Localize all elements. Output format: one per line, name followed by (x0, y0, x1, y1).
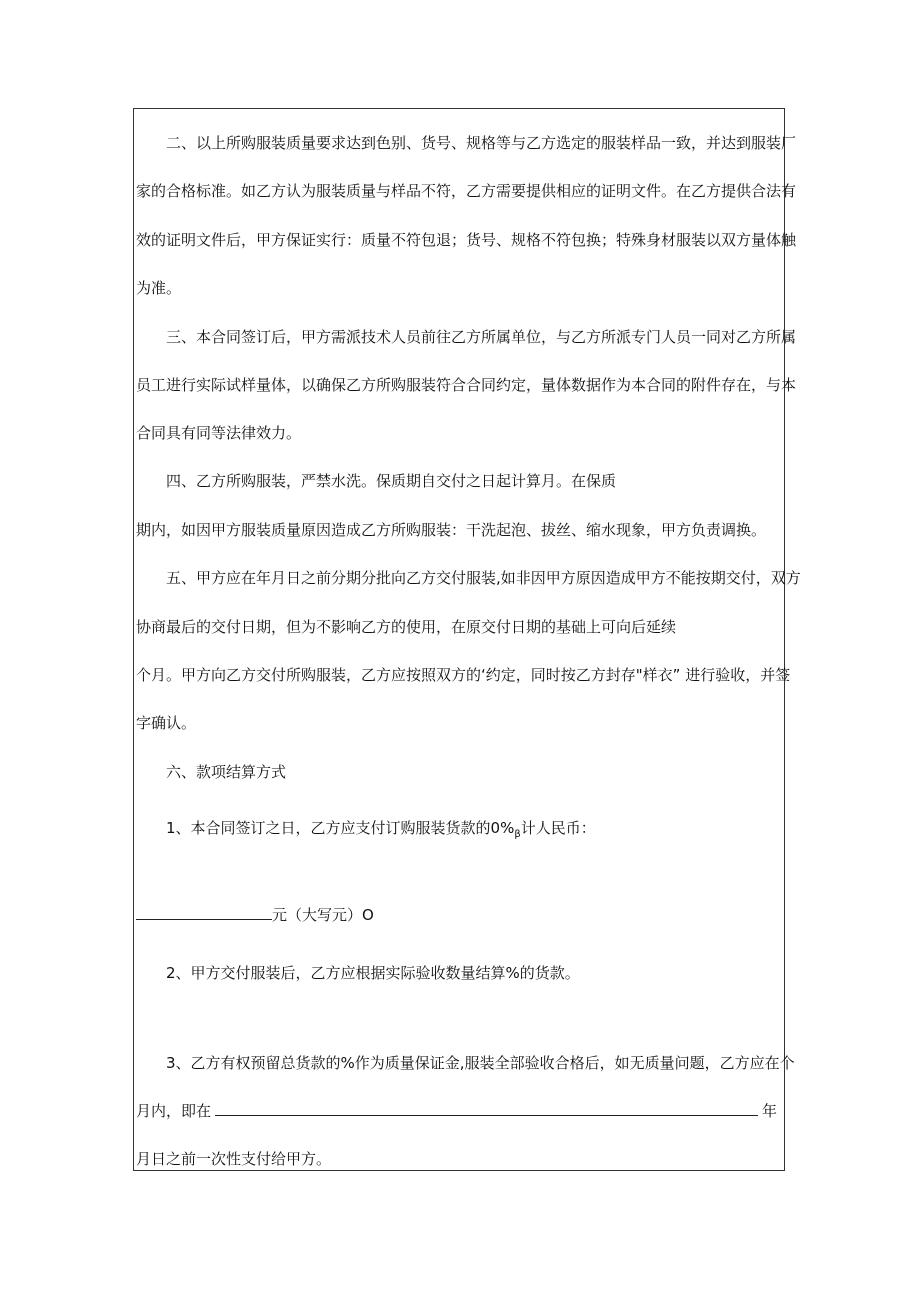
payment-item-1-prefix: 1、本合同签订之日，乙方应支付订购服装货款的0% (166, 819, 515, 837)
document-frame (133, 108, 801, 1171)
payment-item-3-line2-prefix: 月内，即在 (136, 1102, 212, 1120)
section2-line3: 效的证明文件后，甲方保证实行：质量不符包退；货号、规格不符包换；特殊身材服装以双方量体触 (136, 231, 797, 249)
section6-heading: 六、款项结算方式 (166, 763, 287, 781)
section2-line4: 为准。 (136, 279, 182, 297)
section5-line1: 五、甲方应在年月日之前分期分批向乙方交付服装,如非因甲方原因造成甲方不能按期交付，双方 (166, 569, 801, 587)
payment-item-1-suffix: 计人民币： (520, 819, 596, 837)
section4-line1: 四、乙方所购服装，严禁水洗。保质期自交付之日起计算月。在保质 (166, 472, 617, 490)
payment-item-1 (166, 818, 596, 845)
section3-line1: 三、本合同签订后，甲方需派技术人员前往乙方所属单位，与乙方所派专门人员一同对乙方所属 (166, 328, 797, 346)
section4-line2: 期内，如因甲方服装质量原因造成乙方所购服装：干洗起泡、拔丝、缩水现象，甲方负责调换。 (136, 521, 767, 539)
section5-line3: 个月。甲方向乙方交付所购服装，乙方应按照双方的‘约定，同时按乙方封存"样衣” 进行验收，并签 (136, 666, 791, 684)
section5-line2: 协商最后的交付日期，但为不影响乙方的使用，在原交付日期的基础上可向后延续 (136, 618, 677, 636)
section5-line4: 字确认。 (136, 714, 197, 732)
amount-line (136, 905, 374, 925)
payment-item-3-line3: 月日之前一次性支付给甲方。 (136, 1150, 332, 1168)
amount-suffix: 元（大写元）O (272, 906, 374, 924)
section3-line2: 员工进行实际试样量体，以确保乙方所购服装符合合同约定，量体数据作为本合同的附件存在，与本 (136, 376, 797, 394)
section2-line2: 家的合格标准。如乙方认为服装质量与样品不符，乙方需要提供相应的证明文件。在乙方提供合法有 (136, 182, 797, 200)
payment-item-2: 2、甲方交付服装后，乙方应根据实际验收数量结算%的货款。 (166, 964, 580, 982)
section3-line3: 合同具有同等法律效力。 (136, 424, 302, 442)
section2-line1: 二、以上所购服装质量要求达到色别、货号、规格等与乙方选定的服装样品一致，并达到服装厂 (166, 134, 797, 152)
payment-item-3-line2 (136, 1101, 780, 1121)
payment-item-3-line2-suffix: 年 (762, 1102, 778, 1120)
date-blank (215, 1101, 758, 1116)
payment-item-3-line1: 3、乙方有权预留总货款的%作为质量保证金,服装全部验收合格后，如无质量问题，乙方应在个 (166, 1054, 795, 1072)
payment-item-1-sub: β (514, 829, 521, 840)
amount-blank (136, 905, 272, 920)
